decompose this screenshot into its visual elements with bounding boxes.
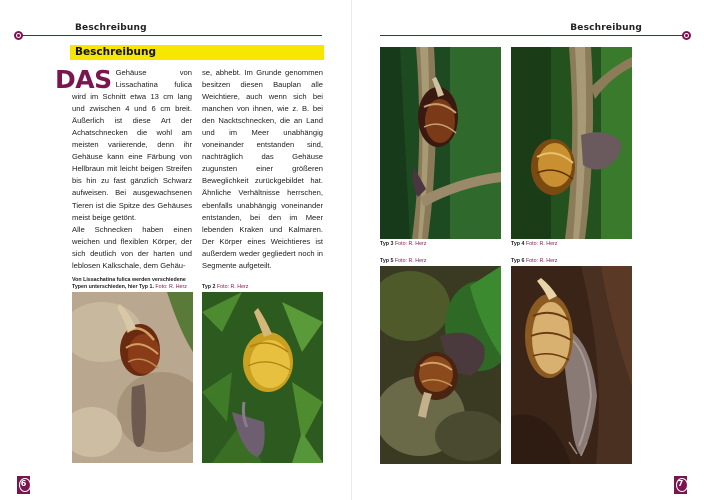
text-column-2 (202, 67, 323, 272)
snail-photo-typ-4 (511, 47, 632, 239)
caption-typ-1 (72, 277, 194, 291)
snail-photo-typ-2 (202, 292, 323, 463)
caption-typ-2 (202, 284, 323, 291)
caption-typ-2-credit: Foto: R. Herz (216, 284, 249, 290)
drop-cap: DAS (55, 65, 112, 94)
section-title-bar (70, 45, 324, 60)
snail-image-typ-4 (511, 47, 632, 239)
snail-image-typ-3 (380, 47, 501, 239)
header-rule (22, 35, 322, 36)
section-title: Beschreibung (75, 46, 156, 58)
paragraph-1-text: Gehäuse von Lissachatina fulica wird im Schnitt etwa 13 cm lang und zwischen 4 und 6 cm breit. Äußerlich ist diese Art der Achatschnecken die wohl am meisten variierende, denn ihr Gehäuse kann eine Färbung von Hellbraun mit leicht beigen Streifen bis hin zu fast gänzlich Schwarz aufweisen. Bei ausgewachsenen Tieren ist die Spitze des Gehäuses meist beige getönt. (72, 68, 192, 222)
snail-image-typ-6 (511, 266, 632, 464)
snail-photo-typ-3 (380, 47, 501, 239)
caption-typ-6 (511, 258, 632, 265)
caption-typ-1-text: Von Lissachatina fulica werden verschiedene Typen unterschieden, hier Typ 1. (72, 277, 186, 290)
paragraph-2: Alle Schnecken haben einen weichen und flexiblen Körper, der sich deutlich von der harten und leblosen Kalkschale, dem Gehäu- (72, 224, 192, 270)
caption-typ-5 (380, 258, 501, 265)
text-column-1 (55, 65, 192, 272)
caption-typ-4-label: Typ 4 (511, 241, 525, 247)
caption-typ-6-label: Typ 6 (511, 258, 525, 264)
caption-typ-2-label: Typ 2 (202, 284, 216, 290)
right-page (352, 0, 704, 500)
caption-typ-3-label: Typ 3 (380, 241, 394, 247)
header-rule-right (380, 35, 682, 36)
caption-typ-1-credit: Foto: R. Herz (155, 284, 187, 290)
running-head-left: Beschreibung (75, 23, 147, 33)
caption-typ-6-credit: Foto: R. Herz (525, 258, 558, 264)
paragraph-1 (55, 65, 192, 224)
snail-image-typ-1 (72, 292, 193, 463)
page-number-right (674, 476, 687, 494)
caption-typ-4 (511, 241, 632, 248)
snail-photo-typ-5 (380, 266, 501, 464)
snail-photo-typ-1 (72, 292, 193, 463)
ornament-bullet-icon (682, 31, 691, 40)
snail-photo-typ-6 (511, 266, 632, 464)
caption-typ-5-credit: Foto: R. Herz (394, 258, 427, 264)
paragraph-3: se, abhebt. Im Grunde genommen besitzen diesen Bauplan alle Weichtiere, auch wenn sich bei manchen von ihnen, wie z. B. bei den Nacktschnecken, die an Land und im Meer unabhängig voneinander entstanden sind, nachträglich das Gehäuse zugunsten einer größeren Beweglichkeit zurückgebildet hat. Ähnliche Verhältnisse herrschen, ebenfalls unabhängig voneinander entstanden, bei den im Meer lebenden Kraken und Kalmaren. Der Körper eines Weichtieres ist außerdem weder gegliedert noch in Segmente aufgeteilt. (202, 68, 323, 270)
caption-typ-3 (380, 241, 501, 248)
snail-image-typ-2 (202, 292, 323, 463)
page-number-left (17, 476, 30, 494)
page-number-right-text: 7 (677, 479, 684, 488)
caption-typ-5-label: Typ 5 (380, 258, 394, 264)
page-number-left-text: 6 (20, 479, 27, 488)
caption-typ-3-credit: Foto: R. Herz (394, 241, 427, 247)
caption-typ-4-credit: Foto: R. Herz (525, 241, 558, 247)
running-head-right: Beschreibung (570, 23, 642, 33)
snail-image-typ-5 (380, 266, 501, 464)
